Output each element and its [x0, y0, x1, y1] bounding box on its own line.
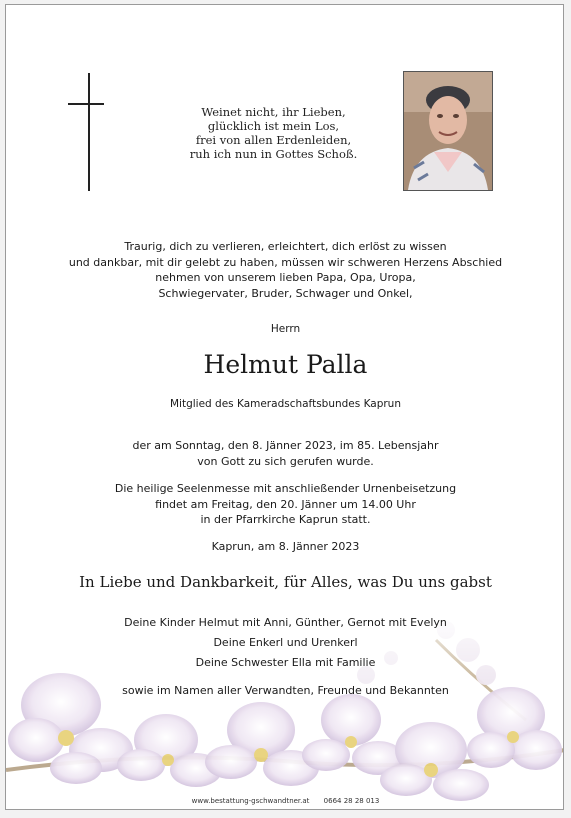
cross-icon-bar: [68, 103, 104, 105]
poem-line: glücklich ist mein Los,: [207, 119, 340, 133]
poem-line: ruh ich nun in Gottes Schoß.: [189, 147, 358, 161]
death-line: der am Sonntag, den 8. Jänner 2023, im 85. Lebensjahr: [132, 439, 439, 452]
poem: [161, 105, 386, 161]
mass-line: Die heilige Seelenmesse mit anschließender Urnenbeisetzung: [114, 482, 457, 495]
intro-line: und dankbar, mit dir gelebt zu haben, müssen wir schweren Herzens Abschied: [68, 255, 503, 269]
mass-line: findet am Freitag, den 20. Jänner um 14.00 Uhr: [155, 497, 416, 511]
portrait-photo: [403, 71, 493, 191]
intro-line: Traurig, dich zu verlieren, erleichtert, dich erlöst zu wissen: [124, 240, 447, 253]
deceased-name: Helmut Palla: [203, 350, 368, 379]
footer-website: www.bestattung-gschwandtner.at: [191, 797, 310, 805]
motto: In Liebe und Dankbarkeit, für Alles, was Du uns gabst: [79, 573, 492, 591]
mourners-closing: sowie im Namen aller Verwandten, Freunde und Bekannten: [122, 684, 449, 697]
mourners: [6, 613, 564, 701]
cross-icon: [88, 73, 90, 191]
poem-line: Weinet nicht, ihr Lieben,: [201, 105, 346, 119]
funeral-mass-info: [6, 481, 564, 528]
poem-line: frei von allen Erdenleiden,: [195, 133, 352, 147]
membership: Mitglied des Kameradschaftsbundes Kaprun: [170, 398, 401, 410]
intro-line: nehmen von unserem lieben Papa, Opa, Uropa,: [155, 271, 416, 284]
intro-line: Schwiegervater, Bruder, Schwager und Onkel,: [158, 286, 413, 300]
mourner-line: Deine Enkerl und Urenkerl: [213, 636, 358, 649]
obituary-page: [5, 4, 564, 810]
death-line: von Gott zu sich gerufen wurde.: [197, 454, 374, 468]
footer: [6, 797, 564, 805]
mourner-line: Deine Schwester Ella mit Familie: [195, 656, 376, 669]
death-notice: [6, 438, 564, 469]
salutation: Herrn: [270, 323, 301, 335]
mourner-line: Deine Kinder Helmut mit Anni, Günther, Gernot mit Evelyn: [124, 616, 447, 629]
intro-text: [26, 239, 545, 301]
place-date: Kaprun, am 8. Jänner 2023: [211, 540, 360, 553]
footer-phone: 0664 28 28 013: [323, 797, 380, 805]
mass-line: in der Pfarrkirche Kaprun statt.: [200, 513, 371, 526]
